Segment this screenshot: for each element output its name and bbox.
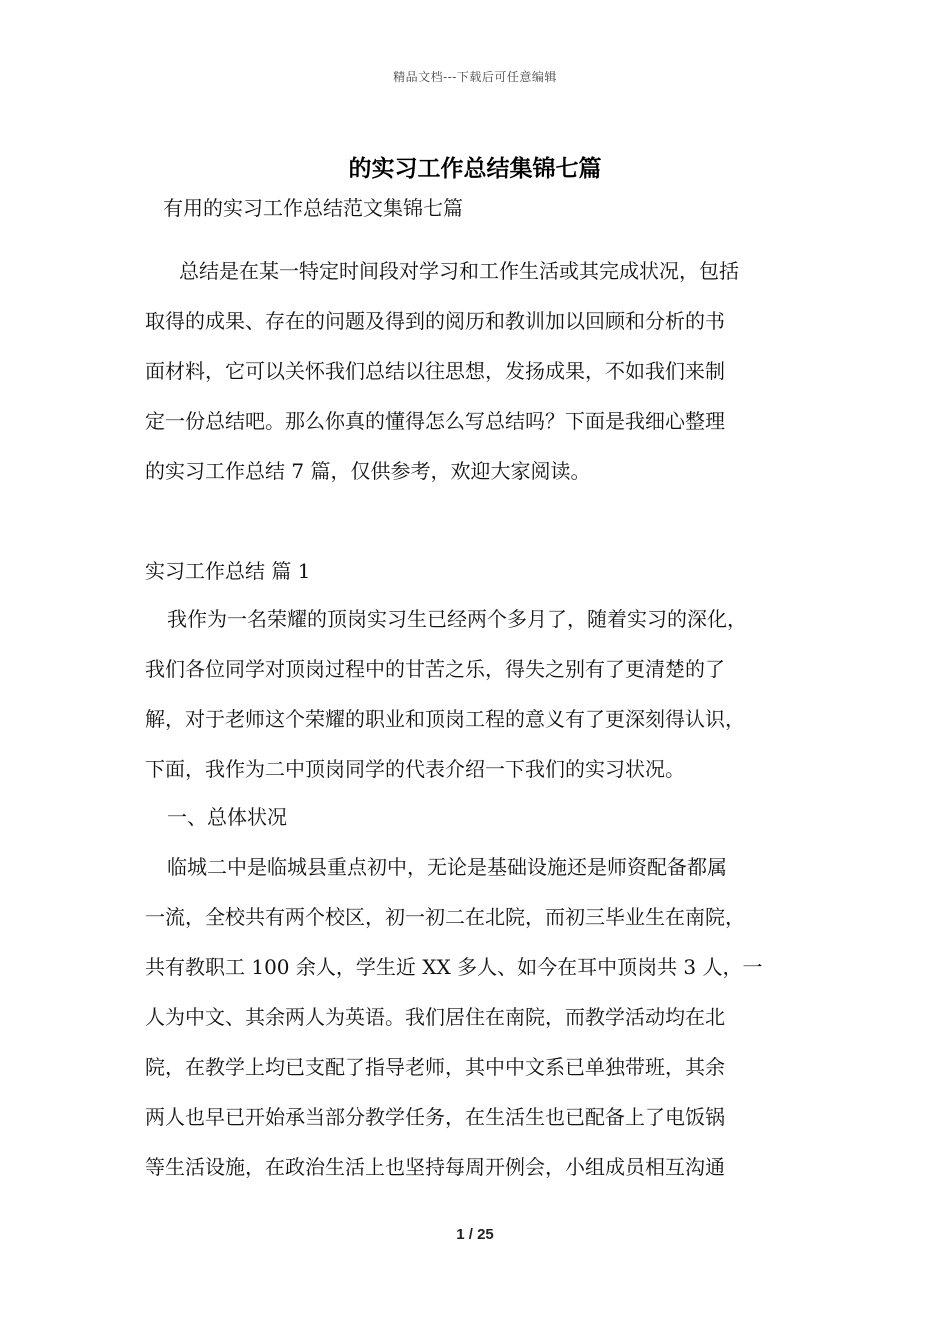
page-indicator: 1 / 25 bbox=[456, 1226, 494, 1243]
paragraph-line: 解，对于老师这个荣耀的职业和顶岗工程的意义有了更深刻得认识， bbox=[145, 707, 745, 731]
paragraph-line: 一流，全校共有两个校区，初一初二在北院，而初三毕业生在南院， bbox=[145, 905, 745, 929]
paragraph-line: 共有教职工 100 余人，学生近 XX 多人、如今在耳中顶岗共 3 人，一 bbox=[145, 955, 763, 979]
paragraph-line: 院，在教学上均已支配了指导老师，其中中文系已单独带班，其余 bbox=[145, 1055, 725, 1079]
document-title: 的实习工作总结集锦七篇 bbox=[348, 155, 602, 182]
paragraph-line: 我们各位同学对顶岗过程中的甘苦之乐，得失之别有了更清楚的了 bbox=[145, 657, 725, 681]
paragraph-line: 下面，我作为二中顶岗同学的代表介绍一下我们的实习状况。 bbox=[145, 757, 685, 781]
paragraph-line: 的实习工作总结 7 篇，仅供参考，欢迎大家阅读。 bbox=[145, 459, 591, 483]
paragraph-line: 取得的成果、存在的问题及得到的阅历和教训加以回顾和分析的书 bbox=[145, 309, 725, 333]
paragraph-line: 我作为一名荣耀的顶岗实习生已经两个多月了，随着实习的深化， bbox=[167, 607, 747, 631]
paragraph-line: 等生活设施，在政治生活上也坚持每周开例会，小组成员相互沟通 bbox=[145, 1155, 725, 1179]
section-heading: 实习工作总结 篇 1 bbox=[145, 559, 311, 583]
paragraph-line: 两人也早已开始承当部分教学任务，在生活生也已配备上了电饭锅 bbox=[145, 1105, 725, 1129]
subtitle-line: 有用的实习工作总结范文集锦七篇 bbox=[163, 196, 463, 220]
subsection-heading: 一、总体状况 bbox=[167, 805, 287, 829]
page-header: 精品文档---下载后可任意编辑 bbox=[393, 70, 557, 84]
paragraph-line: 定一份总结吧。那么你真的懂得怎么写总结吗？下面是我细心整理 bbox=[145, 409, 725, 433]
paragraph-line: 临城二中是临城县重点初中，无论是基础设施还是师资配备都属 bbox=[167, 855, 727, 879]
paragraph-line: 总结是在某一特定时间段对学习和工作生活或其完成状况，包括 bbox=[179, 259, 739, 283]
paragraph-line: 面材料，它可以关怀我们总结以往思想，发扬成果，不如我们来制 bbox=[145, 359, 725, 383]
paragraph-line: 人为中文、其余两人为英语。我们居住在南院，而教学活动均在北 bbox=[145, 1005, 725, 1029]
